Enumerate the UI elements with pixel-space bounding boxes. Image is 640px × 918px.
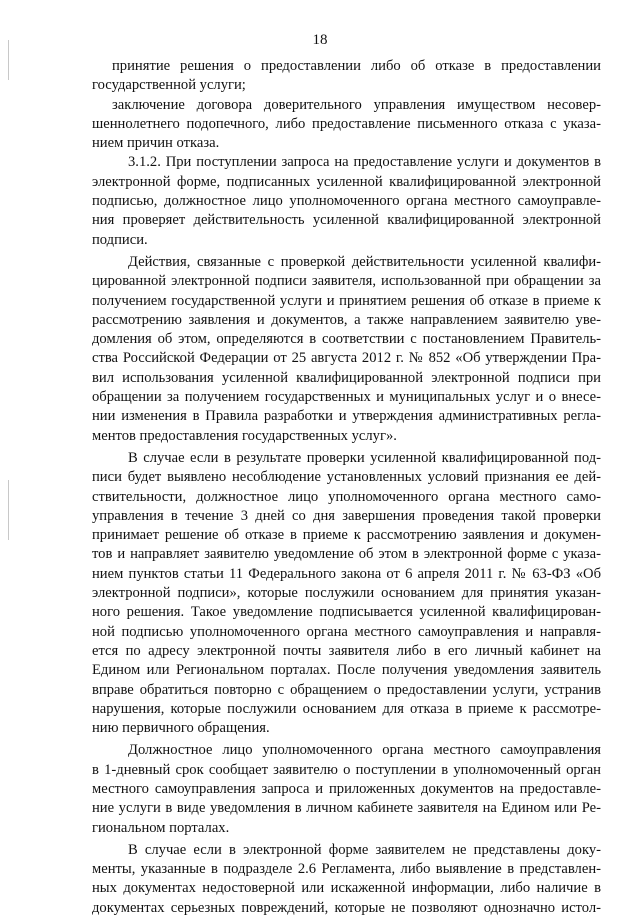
- paragraph: [92, 57, 601, 96]
- text-line: нием пунктов статьи 11 Федерального закона от 6 апреля 2011 г. № 63-ФЗ «Об: [92, 565, 601, 582]
- text-line: ния проверяет действительность усиленной квалифицированной электронной: [92, 212, 601, 229]
- text-line: ной подписью уполномоченного органа местного самоуправления и направля-: [92, 623, 601, 640]
- scan-margin-mark: [8, 480, 9, 540]
- text-line: тов и направляет заявителю уведомление об этом в электронной форме с указа-: [92, 546, 601, 563]
- text-line: заключение договора доверительного управления имуществом несовер-: [112, 96, 601, 113]
- text-line: В случае если в электронной форме заявителем не представлены доку-: [128, 841, 601, 858]
- text-line: нарушения, которые послужили основанием для отказа в приеме к рассмотре-: [92, 700, 601, 717]
- text-line: принимает решение об отказе в приеме к рассмотрению заявления и докумен-: [92, 527, 601, 544]
- paragraph: [92, 253, 601, 446]
- paragraph: [92, 841, 601, 918]
- paragraph: [92, 153, 601, 249]
- text-line: вил использования усиленной квалифицированной электронной подписи при: [92, 369, 601, 386]
- text-line: вправе обратиться повторно с обращением о предоставлении услуги, устранив: [92, 681, 601, 698]
- text-line: ного решения. Такое уведомление подписывается усиленной квалифицирован-: [92, 604, 601, 621]
- text-line: Действия, связанные с проверкой действительности усиленной квалифи-: [128, 253, 601, 270]
- text-line: обращении за получением государственных и муниципальных услуг и о внесе-: [92, 389, 601, 406]
- text-line: ментов предоставления государственных услуг».: [92, 427, 397, 444]
- text-line: 3.1.2. При поступлении запроса на предоставление услуги и документов в: [128, 154, 601, 171]
- text-line: государственной услуги;: [92, 77, 246, 94]
- text-line: ется по адресу электронной почты заявителя либо в его личный кабинет на: [92, 642, 601, 659]
- text-line: рассмотрению заявления и документов, а также направлением заявителю уве-: [92, 311, 601, 328]
- text-line: получением государственной услуги и принятием решения об отказе в приеме к: [92, 292, 601, 309]
- text-line: нию первичного обращения.: [92, 720, 270, 737]
- text-line: электронной форме, подписанных усиленной квалифицированной электронной: [92, 173, 601, 190]
- document-body: [92, 57, 601, 918]
- text-line: принятие решения о предоставлении либо об отказе в предоставлении: [112, 58, 601, 74]
- paragraph: [92, 741, 601, 837]
- text-line: В случае если в результате проверки усиленной квалифицированной под-: [128, 449, 601, 466]
- text-line: электронной подписи», которые послужили основанием для принятия указан-: [92, 585, 601, 602]
- text-line: ние услуги в виде уведомления в личном кабинете заявителя на Едином или Ре-: [92, 800, 601, 817]
- text-line: шеннолетнего подопечного, либо предоставление письменного отказа с указа-: [92, 115, 601, 132]
- paragraph: [92, 96, 601, 154]
- text-line: ства Российской Федерации от 25 августа 2012 г. № 852 «Об утверждении Пра-: [92, 350, 601, 367]
- text-line: гиональном порталах.: [92, 819, 230, 836]
- text-line: Едином или Региональном порталах. После получения уведомления заявитель: [92, 662, 601, 679]
- text-line: домления об этом, определяются в соответствии с постановлением Правитель-: [92, 331, 601, 348]
- text-line: менты, указанные в подразделе 2.6 Регламента, либо выявление в представлен-: [92, 861, 601, 878]
- paragraph: [92, 449, 601, 738]
- page-number: 18: [312, 32, 328, 48]
- text-line: местного самоуправления запроса и приложенных документов на предоставле-: [92, 780, 601, 797]
- text-line: писи будет выявлено несоблюдение установленных условий признания ее дей-: [92, 469, 601, 486]
- text-line: подписью, должностное лицо уполномоченного органа местного самоуправле-: [92, 193, 601, 210]
- text-line: в 1-дневный срок сообщает заявителю о поступлении в уполномоченный орган: [92, 761, 601, 778]
- text-line: управления в течение 3 дней со дня завершения проведения такой проверки: [92, 507, 601, 524]
- text-line: ных документах недостоверной или искаженной информации, либо наличие в: [92, 880, 601, 897]
- text-line: нием причин отказа.: [92, 135, 220, 152]
- text-line: ствительности, должностное лицо уполномоченного органа местного само-: [92, 488, 601, 505]
- text-line: Должностное лицо уполномоченного органа местного самоуправления: [128, 742, 601, 759]
- text-line: нии изменения в Правила разработки и утверждения административных регла-: [92, 408, 601, 425]
- text-line: подписи.: [92, 231, 148, 248]
- text-line: документах серьезных повреждений, которые не позволяют однозначно истол-: [92, 899, 601, 916]
- text-line: цированной электронной подписи заявителя, использованной при обращении за: [92, 273, 601, 290]
